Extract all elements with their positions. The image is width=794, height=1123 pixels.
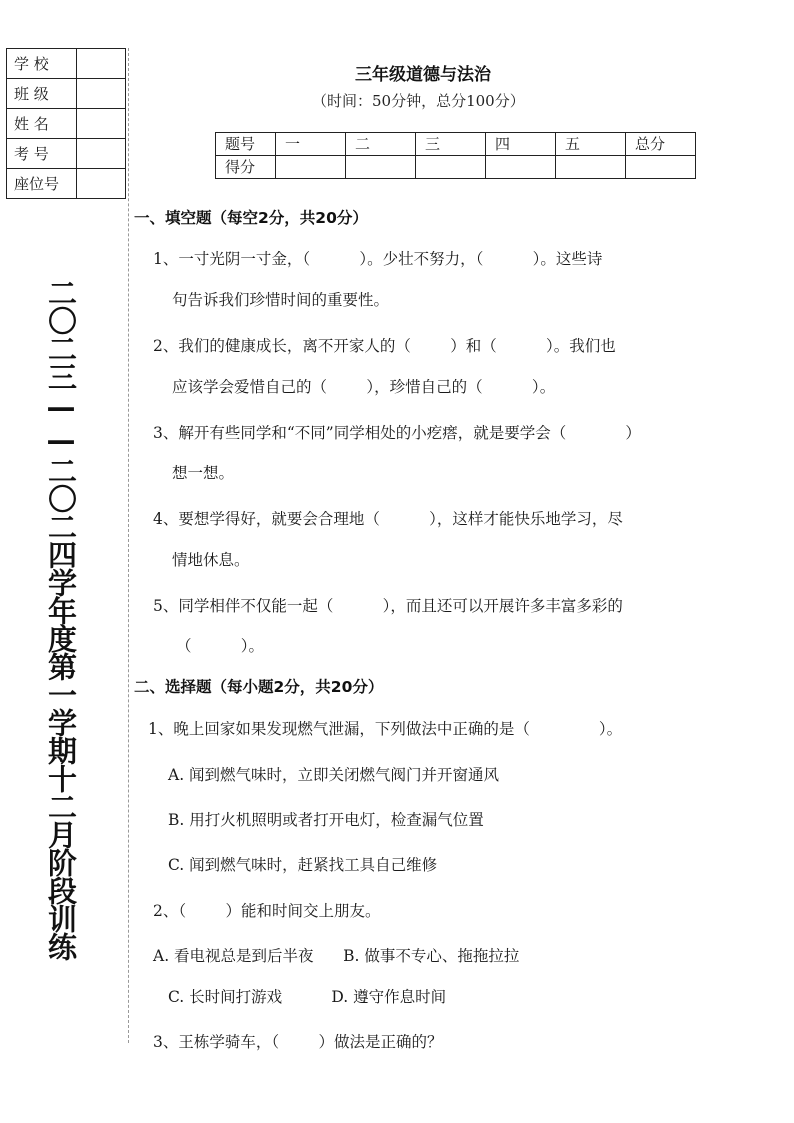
question-line: 1、一寸光阴一寸金，（ ）。少壮不努力，（ ）。这些诗 (153, 250, 603, 268)
score-cell[interactable] (486, 156, 556, 179)
page-title: 三年级道德与法治 (355, 65, 491, 85)
question-line: 4、要想学得好，就要会合理地（ ），这样才能快乐地学习，尽 (153, 510, 623, 528)
question-line: 2、我们的健康成长，离不开家人的（ ）和（ ）。我们也 (153, 337, 616, 355)
score-cell[interactable] (416, 156, 486, 179)
choice-option: B. 用打火机照明或者打开电灯，检查漏气位置 (168, 811, 484, 829)
score-header-cell: 一 (276, 133, 346, 156)
section-heading-choice: 二、选择题（每小题2分，共20分） (134, 678, 384, 696)
info-field-name[interactable] (77, 109, 126, 139)
question-line: 应该学会爱惜自己的（ ），珍惜自己的（ ）。 (172, 378, 556, 396)
score-header-cell: 题号 (216, 133, 276, 156)
score-header-cell: 二 (346, 133, 416, 156)
question-line: 情地休息。 (172, 551, 250, 569)
vertical-exam-title: 二〇二三——二〇二四学年度第一学期十二月阶段训练 (44, 278, 78, 960)
choice-option: A. 闻到燃气味时，立即关闭燃气阀门并开窗通风 (168, 766, 500, 784)
score-row-label: 得分 (216, 156, 276, 179)
question-line: 2、（ ）能和时间交上朋友。 (153, 902, 381, 920)
choice-option: C. 长时间打游戏 D. 遵守作息时间 (168, 988, 447, 1006)
info-label-name: 姓 名 (7, 109, 77, 139)
info-row-seat (7, 169, 126, 199)
info-label-seat: 座位号 (7, 169, 77, 199)
page-subtitle: （时间：50分钟，总分100分） (312, 92, 525, 110)
student-info-table (6, 48, 126, 199)
score-cell[interactable] (346, 156, 416, 179)
binding-dashed-line (128, 48, 129, 1043)
choice-option: C. 闻到燃气味时，赶紧找工具自己维修 (168, 856, 438, 874)
info-field-school[interactable] (77, 49, 126, 79)
info-row-exam-number (7, 139, 126, 169)
info-label-school: 学 校 (7, 49, 77, 79)
info-row-name (7, 109, 126, 139)
score-header-cell: 总分 (626, 133, 696, 156)
choice-option: A. 看电视总是到后半夜 B. 做事不专心、拖拖拉拉 (153, 947, 520, 965)
question-line: 想一想。 (172, 464, 235, 482)
score-header-cell: 三 (416, 133, 486, 156)
score-cell[interactable] (276, 156, 346, 179)
info-row-class (7, 79, 126, 109)
score-table (215, 132, 696, 179)
question-line: 3、解开有些同学和“不同”同学相处的小疙瘩，就是要学会（ ） (153, 424, 641, 442)
info-row-school (7, 49, 126, 79)
info-field-class[interactable] (77, 79, 126, 109)
info-field-exam-number[interactable] (77, 139, 126, 169)
score-header-cell: 五 (556, 133, 626, 156)
score-header-row (216, 133, 696, 156)
section-heading-fill-in: 一、填空题（每空2分，共20分） (134, 209, 368, 227)
info-field-seat[interactable] (77, 169, 126, 199)
question-line: 句告诉我们珍惜时间的重要性。 (172, 291, 390, 309)
question-line: 1、晚上回家如果发现燃气泄漏，下列做法中正确的是（ ）。 (148, 720, 623, 738)
score-value-row (216, 156, 696, 179)
info-label-class: 班 级 (7, 79, 77, 109)
question-line: （ ）。 (176, 637, 265, 655)
score-header-cell: 四 (486, 133, 556, 156)
score-cell[interactable] (626, 156, 696, 179)
question-line: 5、同学相伴不仅能一起（ ），而且还可以开展许多丰富多彩的 (153, 597, 623, 615)
info-label-exam-number: 考 号 (7, 139, 77, 169)
score-cell[interactable] (556, 156, 626, 179)
question-line: 3、王栋学骑车，（ ）做法是正确的？ (153, 1033, 443, 1051)
